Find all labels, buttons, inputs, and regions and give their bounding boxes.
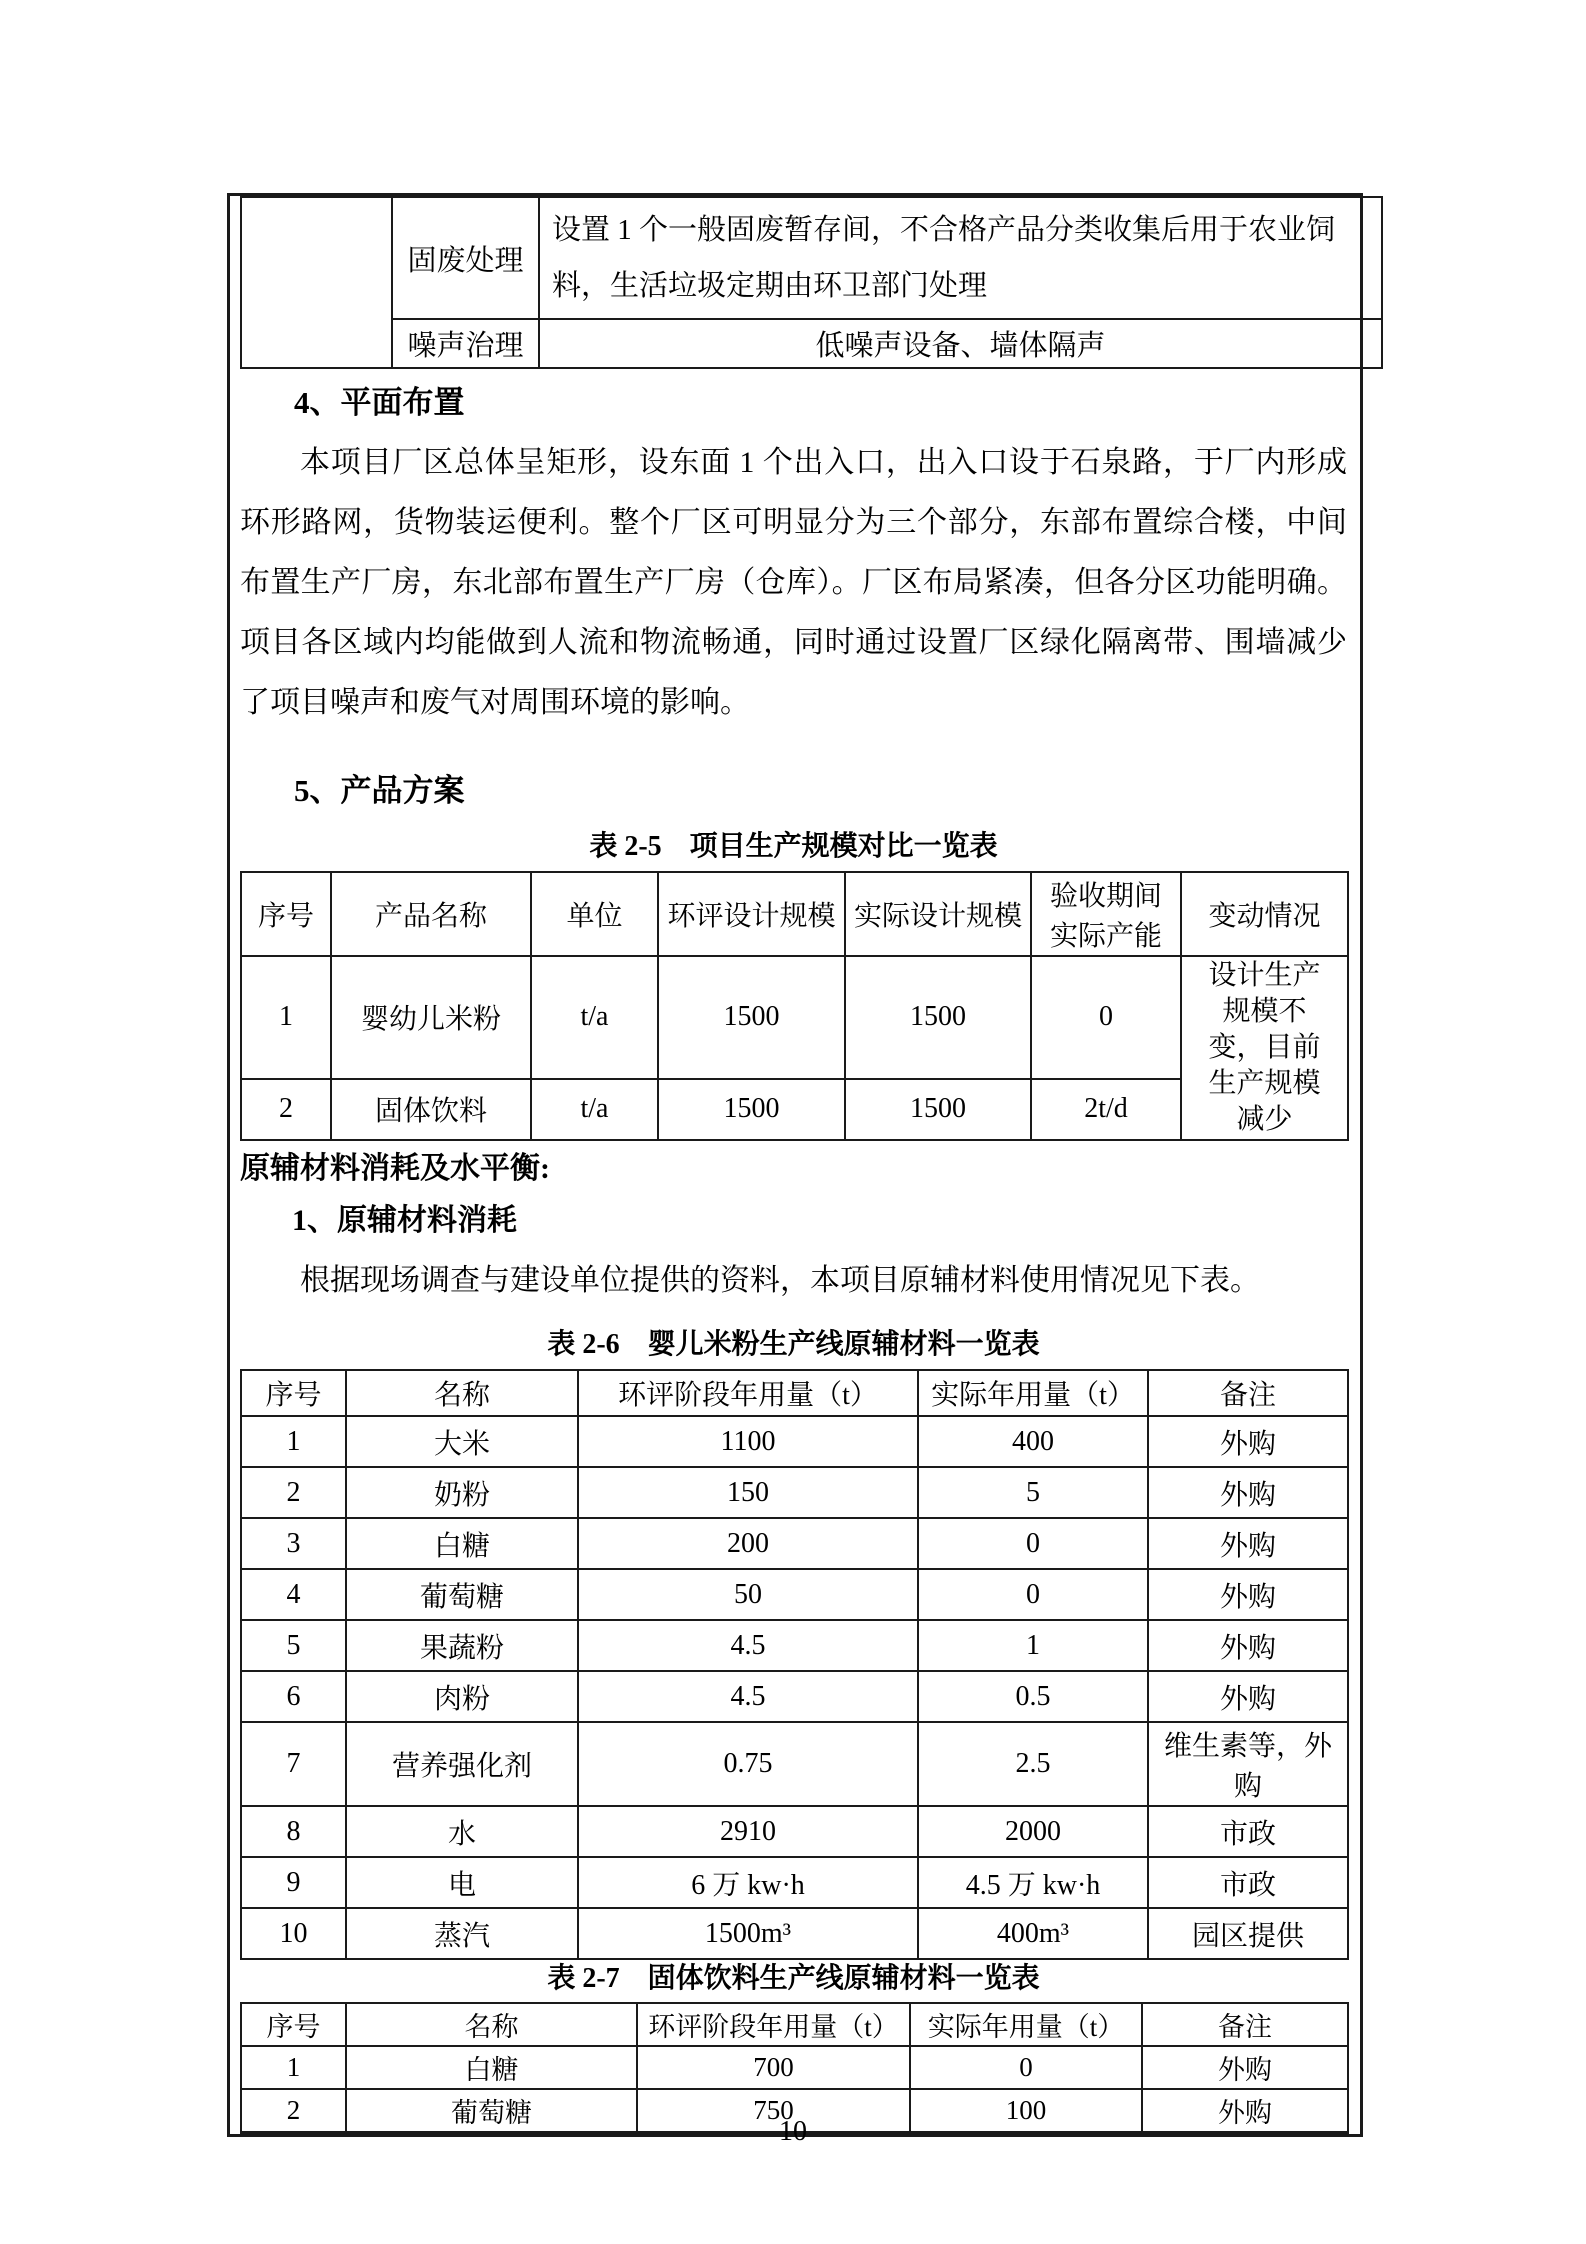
table-row [241,956,1348,1079]
table-row [241,1671,1348,1722]
cell: 4.5 [578,1620,918,1671]
page-number: 10 [779,2116,807,2147]
cell: 1 [241,2046,346,2089]
cell: t/a [531,1079,658,1140]
cell: 6 [241,1671,346,1722]
cell: 2 [241,2089,346,2133]
cell: 果蔬粉 [346,1620,578,1671]
cell: 1500 [845,1079,1031,1140]
cell: 园区提供 [1148,1908,1348,1959]
table-row [241,1857,1348,1908]
pollution-control-table [240,196,1383,369]
cell: 7 [241,1722,346,1806]
table-header-row [241,2003,1348,2046]
col-header: 环评阶段年用量（t） [578,1370,918,1416]
cell: 150 [578,1467,918,1518]
cell: 外购 [1148,1671,1348,1722]
cell: 10 [241,1908,346,1959]
cell: 0 [918,1569,1148,1620]
cell: 1500 [658,1079,845,1140]
cell: 大米 [346,1416,578,1467]
cell: 0 [918,1518,1148,1569]
table-row [241,2046,1348,2089]
table-2-6-rice-powder-materials [240,1369,1349,1960]
blank-category-cell [241,197,392,368]
cell: 婴幼儿米粉 [331,956,531,1079]
cell: 400 [918,1416,1148,1467]
cell: 0.75 [578,1722,918,1806]
cell: 水 [346,1806,578,1857]
cell: 外购 [1148,1467,1348,1518]
cell: 蒸汽 [346,1908,578,1959]
section-heading-products: 5、产品方案 [294,773,465,808]
cell: 市政 [1148,1857,1348,1908]
solid-waste-measure-cell: 设置 1 个一般固废暂存间，不合格产品分类收集后用于农业饲料，生活垃圾定期由环卫部门处理 [539,197,1382,319]
cell: 2000 [918,1806,1148,1857]
cell: 1 [241,956,331,1079]
col-header: 备注 [1148,1370,1348,1416]
col-header: 名称 [346,1370,578,1416]
cell: 1500 [845,956,1031,1079]
cell: 电 [346,1857,578,1908]
cell: 1 [241,1416,346,1467]
col-header: 环评设计规模 [658,872,845,956]
materials-subheading: 1、原辅材料消耗 [292,1204,517,1237]
table-2-6-caption: 表 2-6 婴儿米粉生产线原辅材料一览表 [547,1329,1040,1360]
cell: 100 [910,2089,1142,2133]
cell: 1100 [578,1416,918,1467]
col-header: 产品名称 [331,872,531,956]
cell: 1 [918,1620,1148,1671]
cell: 8 [241,1806,346,1857]
table-row [241,1569,1348,1620]
cell: 50 [578,1569,918,1620]
cell: 奶粉 [346,1467,578,1518]
table-2-7-caption: 表 2-7 固体饮料生产线原辅材料一览表 [547,1963,1040,1994]
cell: 2 [241,1467,346,1518]
cell: 2910 [578,1806,918,1857]
cell: 9 [241,1857,346,1908]
cell: 0 [910,2046,1142,2089]
cell: 外购 [1142,2089,1348,2133]
cell: 市政 [1148,1806,1348,1857]
col-header: 实际年用量（t） [918,1370,1148,1416]
solid-waste-label-cell: 固废处理 [392,197,539,319]
cell: 白糖 [346,1518,578,1569]
cell: 外购 [1148,1620,1348,1671]
table-2-5-caption: 表 2-5 项目生产规模对比一览表 [589,831,998,862]
materials-paragraph: 根据现场调查与建设单位提供的资料，本项目原辅材料使用情况见下表。 [300,1264,1260,1297]
cell: 外购 [1142,2046,1348,2089]
cell: 5 [241,1620,346,1671]
cell: 外购 [1148,1518,1348,1569]
content-frame [227,193,1363,2137]
table-2-5-production-scale [240,871,1349,1141]
cell: 营养强化剂 [346,1722,578,1806]
col-header: 序号 [241,872,331,956]
materials-balance-heading: 原辅材料消耗及水平衡: [240,1152,550,1185]
cell: 750 [637,2089,910,2133]
cell: 葡萄糖 [346,1569,578,1620]
table-row [241,1518,1348,1569]
cell: 0 [1031,956,1181,1079]
table-row [241,319,1382,368]
table-header-row [241,872,1348,956]
cell: 6 万 kw·h [578,1857,918,1908]
col-header: 名称 [346,2003,637,2046]
cell: 2 [241,1079,331,1140]
section-heading-layout: 4、平面布置 [294,385,465,420]
cell: 2t/d [1031,1079,1181,1140]
col-header: 变动情况 [1181,872,1348,956]
col-header: 环评阶段年用量（t） [637,2003,910,2046]
table-header-row [241,1370,1348,1416]
col-header: 序号 [241,2003,346,2046]
cell: t/a [531,956,658,1079]
cell: 外购 [1148,1416,1348,1467]
table-row [241,1908,1348,1959]
cell: 1500 [658,956,845,1079]
table-row [241,1416,1348,1467]
noise-control-measure-cell: 低噪声设备、墙体隔声 [539,319,1382,368]
layout-paragraph: 本项目厂区总体呈矩形，设东面 1 个出入口，出入口设于石泉路，于厂内形成环形路网，货物装运便利。整个厂区可明显分为三个部分，东部布置综合楼，中间布置生产厂房，东北部布置生产厂房（仓库）。厂区布局紧凑，但各分区功能明确。项目各区域内均能做到人流和物流畅通，同时通过设置厂区绿化隔离带、围墙减少了项目噪声和废气对周围环境的影响。 [240,446,1347,719]
cell: 维生素等，外购 [1148,1722,1348,1806]
col-header: 单位 [531,872,658,956]
col-header: 实际年用量（t） [910,2003,1142,2046]
table-row [241,1620,1348,1671]
cell: 固体饮料 [331,1079,531,1140]
cell: 700 [637,2046,910,2089]
cell: 白糖 [346,2046,637,2089]
cell: 1500m³ [578,1908,918,1959]
cell: 2.5 [918,1722,1148,1806]
col-header: 验收期间实际产能 [1031,872,1181,956]
col-header: 序号 [241,1370,346,1416]
cell: 0.5 [918,1671,1148,1722]
table-row [241,197,1382,319]
cell: 3 [241,1518,346,1569]
change-note-cell: 设计生产规模不变，目前生产规模减少 [1181,956,1348,1140]
cell: 4.5 [578,1671,918,1722]
table-row [241,1806,1348,1857]
cell: 200 [578,1518,918,1569]
cell: 外购 [1148,1569,1348,1620]
cell: 4 [241,1569,346,1620]
table-row [241,1722,1348,1806]
cell: 5 [918,1467,1148,1518]
noise-control-label-cell: 噪声治理 [392,319,539,368]
cell: 400m³ [918,1908,1148,1959]
cell: 4.5 万 kw·h [918,1857,1148,1908]
cell: 肉粉 [346,1671,578,1722]
table-row [241,1467,1348,1518]
col-header: 实际设计规模 [845,872,1031,956]
cell: 葡萄糖 [346,2089,637,2133]
col-header: 备注 [1142,2003,1348,2046]
table-2-7-solid-drink-materials [240,2002,1349,2134]
